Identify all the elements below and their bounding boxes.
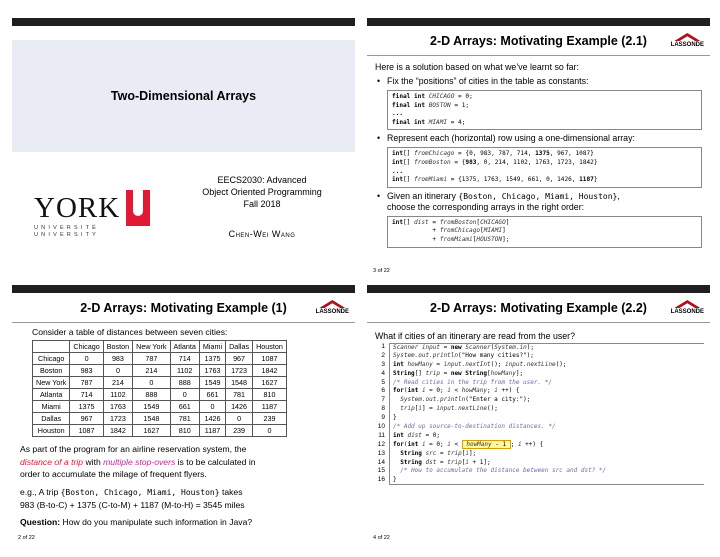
top-bar xyxy=(367,285,710,293)
slide-body xyxy=(20,327,347,528)
paragraph-example: e.g., A trip {Boston, Chicago, Miami, Houston} takes 983 (B-to-C) + 1375 (C-to-M) + 1187 (M-to-H) = 3545 miles xyxy=(20,486,245,510)
code-listing: 1 Scanner input = new Scanner(System.in); 2 System.out.println("How many cities?"); 3 int howMany = input.nextInt(); input.nextLine(); 4 String[] trip = new String[howMany]; 5 /* Read cities in the trip from the user. */ 6 for(int i = 0; i < howMany; i ++) { 7 System.out.println("Enter a city:"); 8 trip[i] = input.nextLine(); 9 } 10 /* Add up source-to-destination distances. */ 11 int dist = 0; 12 for(int i = 0; i < howMany - 1 ; i ++) { 13 String src = trip[i]; 14 String dst = trip[i + 1]; 15 /* How to accumulate the distance between src and dst? */ 16 } xyxy=(375,343,704,485)
lassonde-logo: LASSONDE xyxy=(316,300,349,316)
code-itinerary-sum: int[] dist = fromBoston[CHICAGO] + fromChicago[MIAMI] + fromMiami[HOUSTON]; xyxy=(387,216,702,248)
intro-text: Consider a table of distances between seven cities: xyxy=(32,327,228,337)
page-number: 3 of 22 xyxy=(373,268,390,274)
table-row: Chicago 0 983 787 714 1375 967 1087 xyxy=(33,353,287,365)
course-info: EECS2030: Advanced Object Oriented Programming Fall 2018 xyxy=(202,175,322,209)
intro-text: Here is a solution based on what we’ve learnt so far: xyxy=(375,62,579,72)
code-row-arrays: int[] fromChicago = {0, 983, 787, 714, 1375, 967, 1087} int[] fromBoston = {983, 0, 214, 1102, 1763, 1723, 1842} ... int[] fromMiami = {1375, 1763, 1549, 661, 0, 1426, 1187} xyxy=(387,147,702,187)
lassonde-logo: LASSONDE xyxy=(671,300,704,316)
slide-title: 2-D Arrays: Motivating Example (2.1) xyxy=(367,26,710,56)
table-row: Atlanta 714 1102 888 0 661 781 810 xyxy=(33,389,287,401)
table-row: Boston 983 0 214 1102 1763 1723 1842 xyxy=(33,365,287,377)
bullet-rows: • Represent each (horizontal) row using a one-dimensional array: xyxy=(375,133,702,144)
slide-4 xyxy=(367,285,710,545)
intro-text: What if cities of an itinerary are read from the user? xyxy=(375,331,575,341)
slide-body xyxy=(375,331,702,342)
bullet-constants: • Fix the “positions” of cities in the table as constants: xyxy=(375,76,702,87)
table-header-row: Chicago Boston New York Atlanta Miami Dallas Houston xyxy=(33,341,287,353)
slide-body xyxy=(375,62,702,251)
slide-3 xyxy=(367,18,710,278)
presentation-title: Two-Dimensional Arrays xyxy=(110,89,257,103)
logo-subtitle: UNIVERSITÉ UNIVERSITY xyxy=(34,225,100,238)
question: Question: How do you manipulate such information in Java? xyxy=(20,516,253,527)
distance-table xyxy=(32,340,287,437)
title-slide xyxy=(12,18,355,278)
paragraph-distance: As part of the program for an airline reservation system, the distance of a trip with multiple stop-overs is to be calculated in order to accumulate the milage of frequent flyers. xyxy=(20,444,256,479)
bullet-itinerary: • Given an itinerary {Boston, Chicago, Miami, Houston}, choose the corresponding arrays in the right order: xyxy=(375,191,702,213)
page-number: 2 of 22 xyxy=(18,535,35,541)
lassonde-mark-icon xyxy=(319,300,345,308)
slide-title: 2-D Arrays: Motivating Example (1) xyxy=(12,293,355,323)
table-row: Dallas 967 1723 1548 781 1426 0 239 xyxy=(33,413,287,425)
york-university-logo xyxy=(34,192,154,242)
table-row: Miami 1375 1763 1549 661 0 1426 1187 xyxy=(33,401,287,413)
top-bar xyxy=(12,285,355,293)
slide-title: 2-D Arrays: Motivating Example (2.2) xyxy=(367,293,710,323)
code-constants: final int CHICAGO = 0; final int BOSTON = 1; ... final int MIAMI = 4; xyxy=(387,90,702,130)
top-bar xyxy=(12,18,355,26)
lassonde-mark-icon xyxy=(674,300,700,308)
logo-u-mark xyxy=(126,190,150,226)
lassonde-logo: LASSONDE xyxy=(671,33,704,49)
author-name: Chen-Wei Wang xyxy=(228,229,296,239)
slide-2 xyxy=(12,285,355,545)
lassonde-mark-icon xyxy=(674,33,700,41)
page-number: 4 of 22 xyxy=(373,535,390,541)
logo-word: YORK xyxy=(34,192,121,224)
table-row: New York 787 214 0 888 1549 1548 1627 xyxy=(33,377,287,389)
top-bar xyxy=(367,18,710,26)
table-row: Houston 1087 1842 1627 810 1187 239 0 xyxy=(33,425,287,437)
